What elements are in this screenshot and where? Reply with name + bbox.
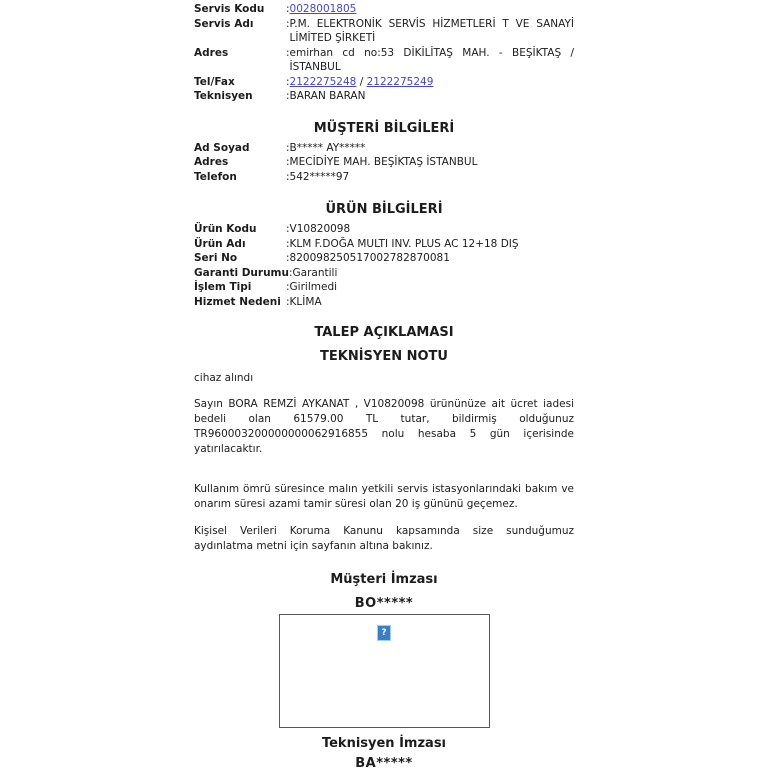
product-name-value: KLM F.DOĞA MULTI INV. PLUS AC 12+18 DIŞ [289, 237, 519, 250]
product-info-section [194, 222, 574, 309]
info-row-operation-type [194, 280, 574, 295]
info-row-technician [194, 89, 574, 104]
customer-phone-value: 542*****97 [289, 170, 350, 183]
field-label: Telefon [194, 170, 237, 183]
customer-signature-name: BO***** [354, 596, 414, 611]
colon: : [286, 17, 290, 30]
serial-no-value: 820098250517002782870081 [289, 252, 450, 264]
colon: : [286, 46, 290, 59]
info-row-service-address [194, 46, 574, 75]
operation-type-value: Girilmedi [289, 281, 338, 293]
field-value [286, 17, 574, 46]
field-label: Seri No [194, 252, 238, 264]
field-value [289, 266, 574, 281]
colon: : [286, 170, 290, 183]
field-label: Adres [194, 156, 229, 168]
service-code-link[interactable]: 0028001805 [289, 3, 357, 15]
customer-name-value: B***** AY***** [289, 141, 366, 154]
info-row-product-name [194, 237, 574, 252]
field-label: Servis Adı [194, 17, 254, 30]
field-value [286, 280, 574, 295]
info-row-warranty-status [194, 266, 574, 281]
phone-separator: / [356, 75, 367, 88]
colon: : [288, 266, 293, 279]
field-label: İşlem Tipi [194, 281, 252, 293]
colon: : [286, 156, 290, 168]
customer-signature-title: Müşteri İmzası [330, 572, 438, 587]
field-value [286, 170, 574, 185]
repair-duration-paragraph: Kullanım ömrü süresince malın yetkili servis istasyonlarındaki bakım ve onarım süresi azami tamir süresi olan 20 iş gününü geçemez. [194, 483, 574, 510]
customer-address-value: MECİDİYE MAH. BEŞİKTAŞ İSTANBUL [289, 156, 478, 168]
field-value [286, 141, 574, 156]
service-form-document [194, 0, 574, 772]
colon: : [286, 90, 290, 102]
field-value [286, 2, 574, 17]
technician-note-line: cihaz alındı [194, 372, 254, 384]
info-row-service-code [194, 2, 574, 17]
info-row-customer-address [194, 155, 574, 170]
technician-signature-title: Teknisyen İmzası [321, 736, 447, 751]
field-value [286, 46, 574, 75]
field-value [286, 237, 574, 252]
field-label: Ürün Kodu [194, 223, 257, 235]
field-label: Garanti Durumu [194, 266, 289, 279]
broken-image-icon: ? [377, 625, 391, 641]
colon: : [286, 141, 290, 154]
colon: : [286, 223, 290, 235]
info-row-serial-no [194, 251, 574, 266]
request-description-title: TALEP AÇIKLAMASI [314, 325, 454, 340]
warranty-status-value: Garantili [292, 266, 338, 279]
service-name-value: P.M. ELEKTRONİK SERVİS HİZMETLERİ T VE SANAYİ LİMİTED ŞİRKETİ [289, 17, 574, 44]
customer-signature-box [279, 614, 490, 728]
field-value [286, 89, 574, 104]
field-label: Ad Soyad [194, 141, 250, 154]
info-row-service-reason [194, 295, 574, 310]
info-row-product-code [194, 222, 574, 237]
phone-link-1[interactable]: 2122275248 [289, 75, 357, 88]
field-label: Tel/Fax [194, 75, 235, 88]
colon: : [286, 252, 290, 264]
service-address-value: emirhan cd no:53 DİKİLİTAŞ MAH. - BEŞİKTAŞ / İSTANBUL [289, 46, 574, 73]
info-row-tel-fax [194, 75, 574, 90]
colon: : [286, 75, 290, 88]
colon: : [286, 3, 290, 15]
field-label: Servis Kodu [194, 3, 265, 15]
kvkk-notice-paragraph: Kişisel Verileri Koruma Kanunu kapsamında size sunduğumuz aydınlatma metni için sayfanın altına bakınız. [194, 525, 574, 552]
field-value [286, 155, 574, 170]
field-label: Adres [194, 46, 229, 59]
colon: : [286, 295, 290, 308]
product-code-value: V10820098 [289, 223, 351, 235]
info-row-customer-name [194, 141, 574, 156]
field-label: Teknisyen [194, 90, 253, 102]
refund-info-paragraph: Sayın BORA REMZİ AYKANAT , V10820098 ürününüze ait ücret iadesi bedeli olan 61579.00 TL tutar, bildirmiş olduğunuz TR960003200000000062916855 nolu hesaba 5 gün içerisinde yatırılacaktır. [194, 398, 574, 455]
technician-note-title: TEKNİSYEN NOTU [320, 349, 448, 364]
field-value [286, 75, 574, 90]
service-info-section [194, 2, 574, 104]
field-label: Hizmet Nedeni [194, 295, 281, 308]
field-value [286, 295, 574, 310]
customer-info-title: MÜŞTERİ BİLGİLERİ [313, 120, 455, 136]
field-value [286, 222, 574, 237]
field-value [286, 251, 574, 266]
technician-value: BARAN BARAN [289, 90, 366, 102]
colon: : [286, 281, 290, 293]
phone-link-2[interactable]: 2122275249 [366, 75, 434, 88]
product-info-title: ÜRÜN BİLGİLERİ [325, 202, 443, 217]
technician-signature-name: BA***** [355, 756, 413, 771]
info-row-service-name [194, 17, 574, 46]
colon: : [286, 237, 290, 250]
field-label: Ürün Adı [194, 237, 246, 250]
customer-info-section [194, 141, 574, 185]
service-reason-value: KLİMA [289, 295, 322, 308]
info-row-customer-phone [194, 170, 574, 185]
